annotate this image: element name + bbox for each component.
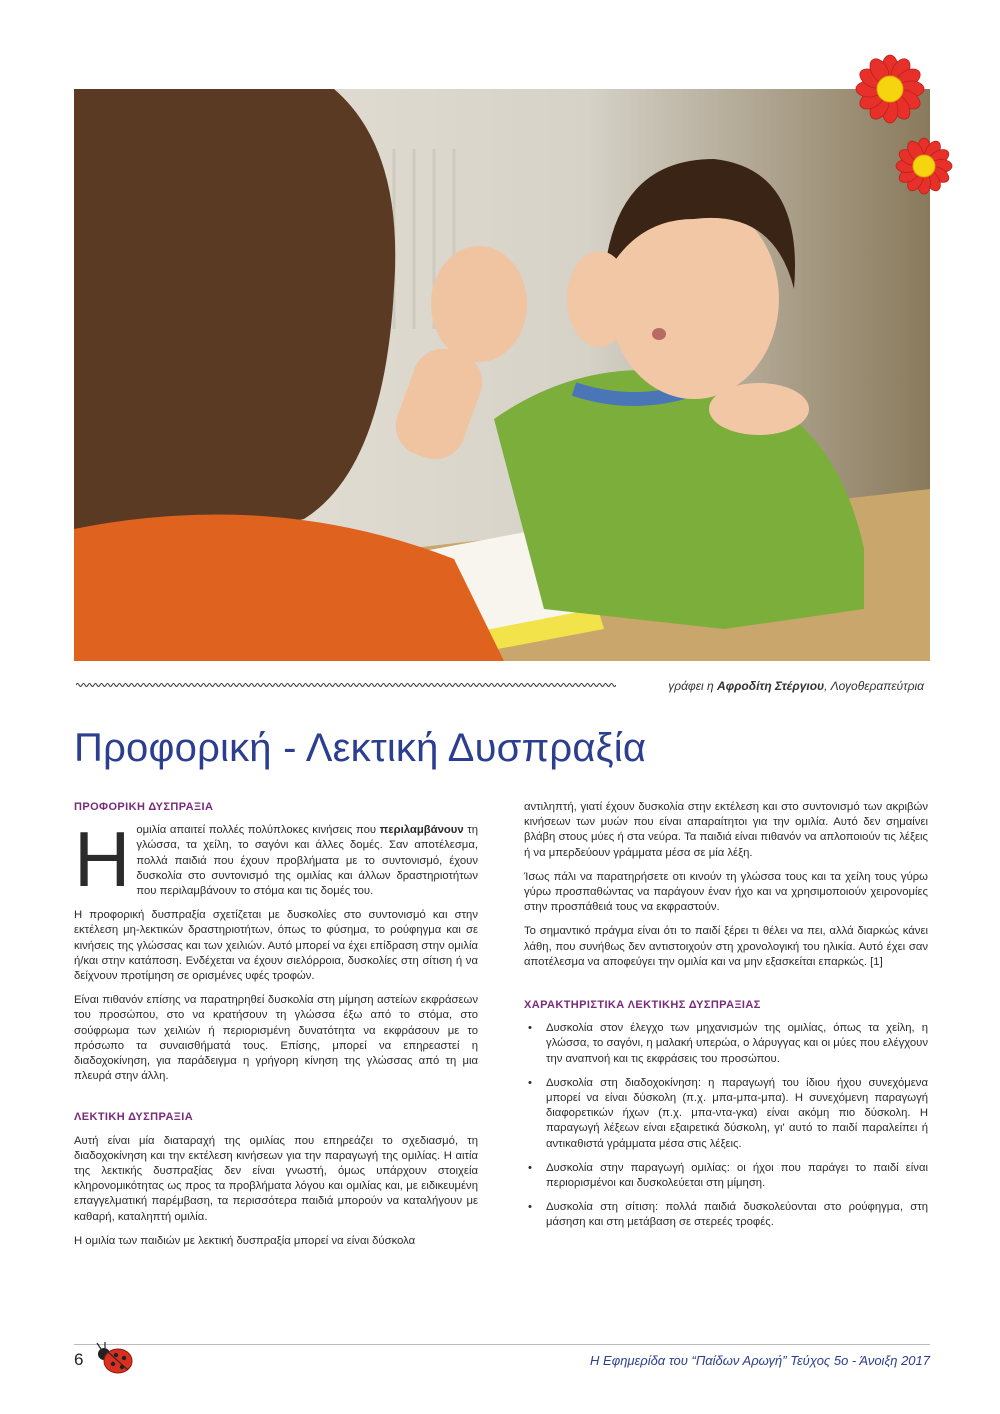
paragraph: Η προφορική δυσπραξία σχετίζεται με δυσκολίες στο συντονισμό και στην εκτέλεση μη-λεκτικών δραστηριοτήτων, όπως το φύσημα, το ρούφηγμα και σε κινήσεις της γλώσσας και των χειλιών. Αυτό μπορεί να έχει επίδραση στην ομιλία ή/και στην κατάποση. Ενδέχεται να έχουν σιελόρροια, δυσκολίες στη σίτιση ή να δείχνουν προτίμηση σε ορισμένες υφές τροφών.: [74, 909, 478, 983]
byline: [76, 676, 930, 696]
characteristics-list: [524, 1021, 928, 1230]
publication-footer: Η Εφημερίδα του “Παίδων Αρωγή” Τεύχος 5ο - Άνοιξη 2017: [590, 1353, 930, 1368]
list-item: • Δυσκολία στον έλεγχο των μηχανισμών της ομιλίας, όπως τα χείλη, η γλώσσα, το σαγόνι, η μαλακή υπερώα, ο λάρυγγας και οι μύες που ελέγχουν την αναπνοή και τις εκφράσεις του προσώπου.: [524, 1021, 928, 1067]
section-heading-verbal: ΛΕΚΤΙΚΗ ΔΥΣΠΡΑΞΙΑ: [74, 1111, 194, 1124]
drop-cap: Η: [74, 815, 131, 904]
paragraph-bold: περιλαμβάνουν: [379, 824, 464, 837]
paragraph: Αυτή είναι μία διαταραχή της ομιλίας που επηρεάζει το σχεδιασμό, τη διαδοχοκίνηση και την εκτέλεση κινήσεων για την παραγωγή της ομιλίας. Η αιτία της λεκτικής δυσπραξίας δεν είναι γνωστή, όμως υπάρχουν στοιχεία κληρονομικότητας ως προς τα προβλήματα λόγου και ομιλίας και, με ειδικευμένη επαγγελματική παρέμβαση, τα περισσότερα παιδιά μπορούν να καταλήγουν με καθαρή, καταληπτή ομιλία.: [74, 1134, 478, 1223]
page-number: 6: [74, 1350, 84, 1369]
paragraph-text: ομιλία απαιτεί πολλές πολύπλοκες κινήσεις που: [136, 824, 380, 837]
byline-role: , Λογοθεραπεύτρια: [824, 679, 924, 693]
wavy-rule-icon: [76, 680, 616, 690]
article-title: Προφορική - Λεκτική Δυσπραξία: [74, 726, 647, 770]
paragraph: Ίσως πάλι να παρατηρήσετε οτι κινούν τη γλώσσα τους και τα χείλη τους γύρω γύρω προσπαθώντας να παράγουν έναν ήχο και να χρησιμοποιούν χειρονομίες στην προσπάθειά τους να εκφραστούν.: [524, 870, 928, 914]
flower-icon: [894, 136, 954, 196]
flower-icon: [854, 53, 926, 125]
paragraph-text: τη γλώσσα, τα χείλη, το σαγόνι και άλλες δομές. Σαν αποτέλεσμα, πολλά παιδιά που έχουν προβλήματα με το συντονισμό, έχουν δυσκολία στο συντονισμό της ομιλίας και άλλων δραστηριοτήτων που περιλαμβάνουν το στόμα και τις δομές του.: [136, 824, 479, 898]
footer-rule: [74, 1344, 930, 1345]
list-item: • Δυσκολία στη διαδοχοκίνηση: η παραγωγή του ίδιου ήχου συνεχόμενα μπορεί να είναι δύσκολη (π.χ. μπα-μπα-μπα). Η συνεχόμενη παραγωγή διαφορετικών ήχων (π.χ. μπα-ντα-γκα) είναι ακόμη πιο δύσκολη. Η παραγωγή λέξεων είναι εξαιρετικά δύσκολη, γι' αυτό το παιδί παραλείπει ή αντικαθιστά γράμματα μέσα στις λέξεις.: [524, 1076, 928, 1152]
paragraph: [74, 815, 479, 904]
left-column: [74, 800, 478, 1258]
paragraph: Είναι πιθανόν επίσης να παρατηρηθεί δυσκολία στη μίμηση αστείων εκφράσεων του προσώπου, στο να κρατήσουν τη γλώσσα έξω από το στόμα, στο σούφρωμα των χειλιών ή περιορισμένη δυνατότητα να εκφράσουν με το πρόσωπο τα συναισθήματά τους. Επίσης, μπορεί να επηρεαστεί η διαδοχοκίνηση, για παράδειγμα η γρήγορη κίνηση της γλώσσας από τη μια πλευρά στην άλλη.: [74, 994, 478, 1083]
paragraph: Η ομιλία των παιδιών με λεκτική δυσπραξία μπορεί να είναι δύσκολα: [74, 1234, 416, 1247]
paragraph: αντιληπτή, γιατί έχουν δυσκολία στην εκτέλεση και στο συντονισμό των ακριβών κινήσεων των μυών που είναι απαραίτητοι για την ομιλία. Αυτό δεν σημαίνει βλάβη στους μύες ή στα νεύρα. Τα παιδιά είναι πιθανόν να απλοποιούν τις λέξεις ή να μπερδεύουν γράμματα μέσα σε μία λέξη.: [524, 801, 928, 859]
byline-text: [668, 679, 924, 693]
ladybug-icon: [94, 1342, 134, 1376]
paragraph: Το σημαντικό πράγμα είναι ότι το παιδί ξέρει τι θέλει να πει, αλλά διαρκώς κάνει λάθη, που συνήθως δεν αντιστοιχούν στη χρονολογική του ηλικία. Αυτό έχει σαν αποτέλεσμα να αποφεύγει την ομιλία και να μην εξασκείται επαρκώς. [1]: [524, 925, 928, 968]
byline-author: Αφροδίτη Στέργιου: [717, 679, 825, 693]
article-photo: [74, 89, 930, 661]
section-heading-characteristics: ΧΑΡΑΚΤΗΡΙΣΤΙΚΑ ΛΕΚΤΙΚΗΣ ΔΥΣΠΡΑΞΙΑΣ: [524, 999, 761, 1012]
section-heading-oral: ΠΡΟΦΟΡΙΚΗ ΔΥΣΠΡΑΞΙΑ: [74, 801, 214, 813]
right-column: [524, 800, 928, 1240]
list-item: • Δυσκολία στην παραγωγή ομιλίας: οι ήχοι που παράγει το παιδί είναι περιορισμένοι και δυσκολεύεται στη μίμηση.: [524, 1161, 928, 1191]
byline-prefix: γράφει η: [668, 679, 718, 693]
list-item: • Δυσκολία στη σίτιση: πολλά παιδιά δυσκολεύονται στο ρούφηγμα, στη μάσηση και στη μετάβαση σε στερεές τροφές.: [524, 1200, 928, 1230]
